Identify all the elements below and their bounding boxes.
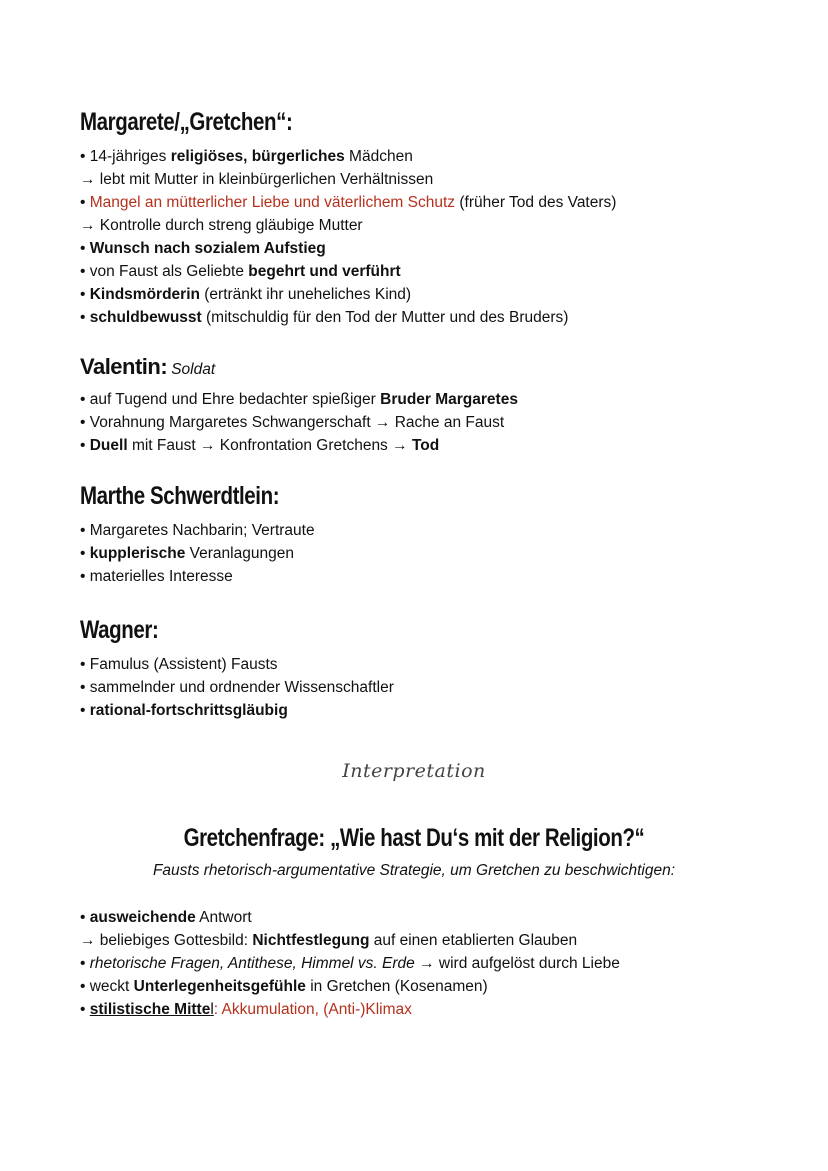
margarete-line-5: • Wunsch nach sozialem Aufstieg	[80, 240, 326, 257]
wagner-line-1: • Famulus (Assistent) Fausts	[80, 656, 278, 673]
margarete-line-2: → lebt mit Mutter in kleinbürgerlichen Verhältnissen	[80, 171, 434, 188]
margarete-line-7: • Kindsmörderin (ertränkt ihr uneheliches Kind)	[80, 286, 412, 303]
interpretation-script-title: Interpretation	[342, 760, 486, 782]
interp-line-3: • rhetorische Fragen, Antithese, Himmel vs. Erde → wird aufgelöst durch Liebe	[80, 955, 620, 972]
valentin-line-2: • Vorahnung Margaretes Schwangerschaft → Rache an Faust	[80, 414, 505, 431]
interp-line-5: • stilistische Mittel: Akkumulation, (Anti-)Klimax	[80, 1001, 412, 1018]
heading-wagner: Wagner:	[80, 616, 159, 644]
margarete-line-4: → Kontrolle durch streng gläubige Mutter	[80, 217, 363, 234]
wagner-line-3: • rational-fortschrittsgläubig	[80, 702, 288, 719]
section-valentin	[80, 354, 518, 457]
margarete-line-1: • 14-jähriges religiöses, bürgerliches Mädchen	[80, 148, 413, 165]
marthe-line-3: • materielles Interesse	[80, 568, 233, 585]
valentin-line-3: • Duell mit Faust → Konfrontation Gretchens → Tod	[80, 437, 440, 454]
marthe-line-2: • kupplerische Veranlagungen	[80, 545, 294, 562]
interp-line-2: → beliebiges Gottesbild: Nichtfestlegung auf einen etablierten Glauben	[80, 932, 578, 949]
heading-margarete: Margarete/„Gretchen“:	[80, 108, 293, 136]
section-interpretation-list	[80, 906, 620, 1021]
margarete-line-6: • von Faust als Geliebte begehrt und verführt	[80, 263, 401, 280]
valentin-line-1: • auf Tugend und Ehre bedachter spießiger Bruder Margaretes	[80, 391, 518, 408]
wagner-line-2: • sammelnder und ordnender Wissenschaftler	[80, 679, 394, 696]
heading-gretchenfrage: Gretchenfrage: „Wie hast Du‘s mit der Religion?“	[183, 824, 645, 852]
interp-line-1: • ausweichende Antwort	[80, 909, 252, 926]
section-marthe	[80, 482, 323, 588]
gretchenfrage-heading-wrap	[0, 824, 828, 853]
margarete-line-3: • Mangel an mütterlicher Liebe und väterlichem Schutz (früher Tod des Vaters)	[80, 194, 617, 211]
section-margarete	[80, 108, 616, 329]
interp-line-4: • weckt Unterlegenheitsgefühle in Gretchen (Kosenamen)	[80, 978, 488, 995]
heading-valentin: Valentin:	[80, 354, 168, 379]
gretchenfrage-subtitle: Fausts rhetorisch-argumentative Strategie, um Gretchen zu beschwichtigen:	[152, 862, 676, 879]
margarete-line-8: • schuldbewusst (mitschuldig für den Tod der Mutter und des Bruders)	[80, 309, 569, 326]
heading-marthe: Marthe Schwerdtlein:	[80, 482, 280, 510]
section-wagner	[80, 616, 394, 722]
marthe-line-1: • Margaretes Nachbarin; Vertraute	[80, 522, 315, 539]
valentin-role: Soldat	[171, 361, 216, 378]
